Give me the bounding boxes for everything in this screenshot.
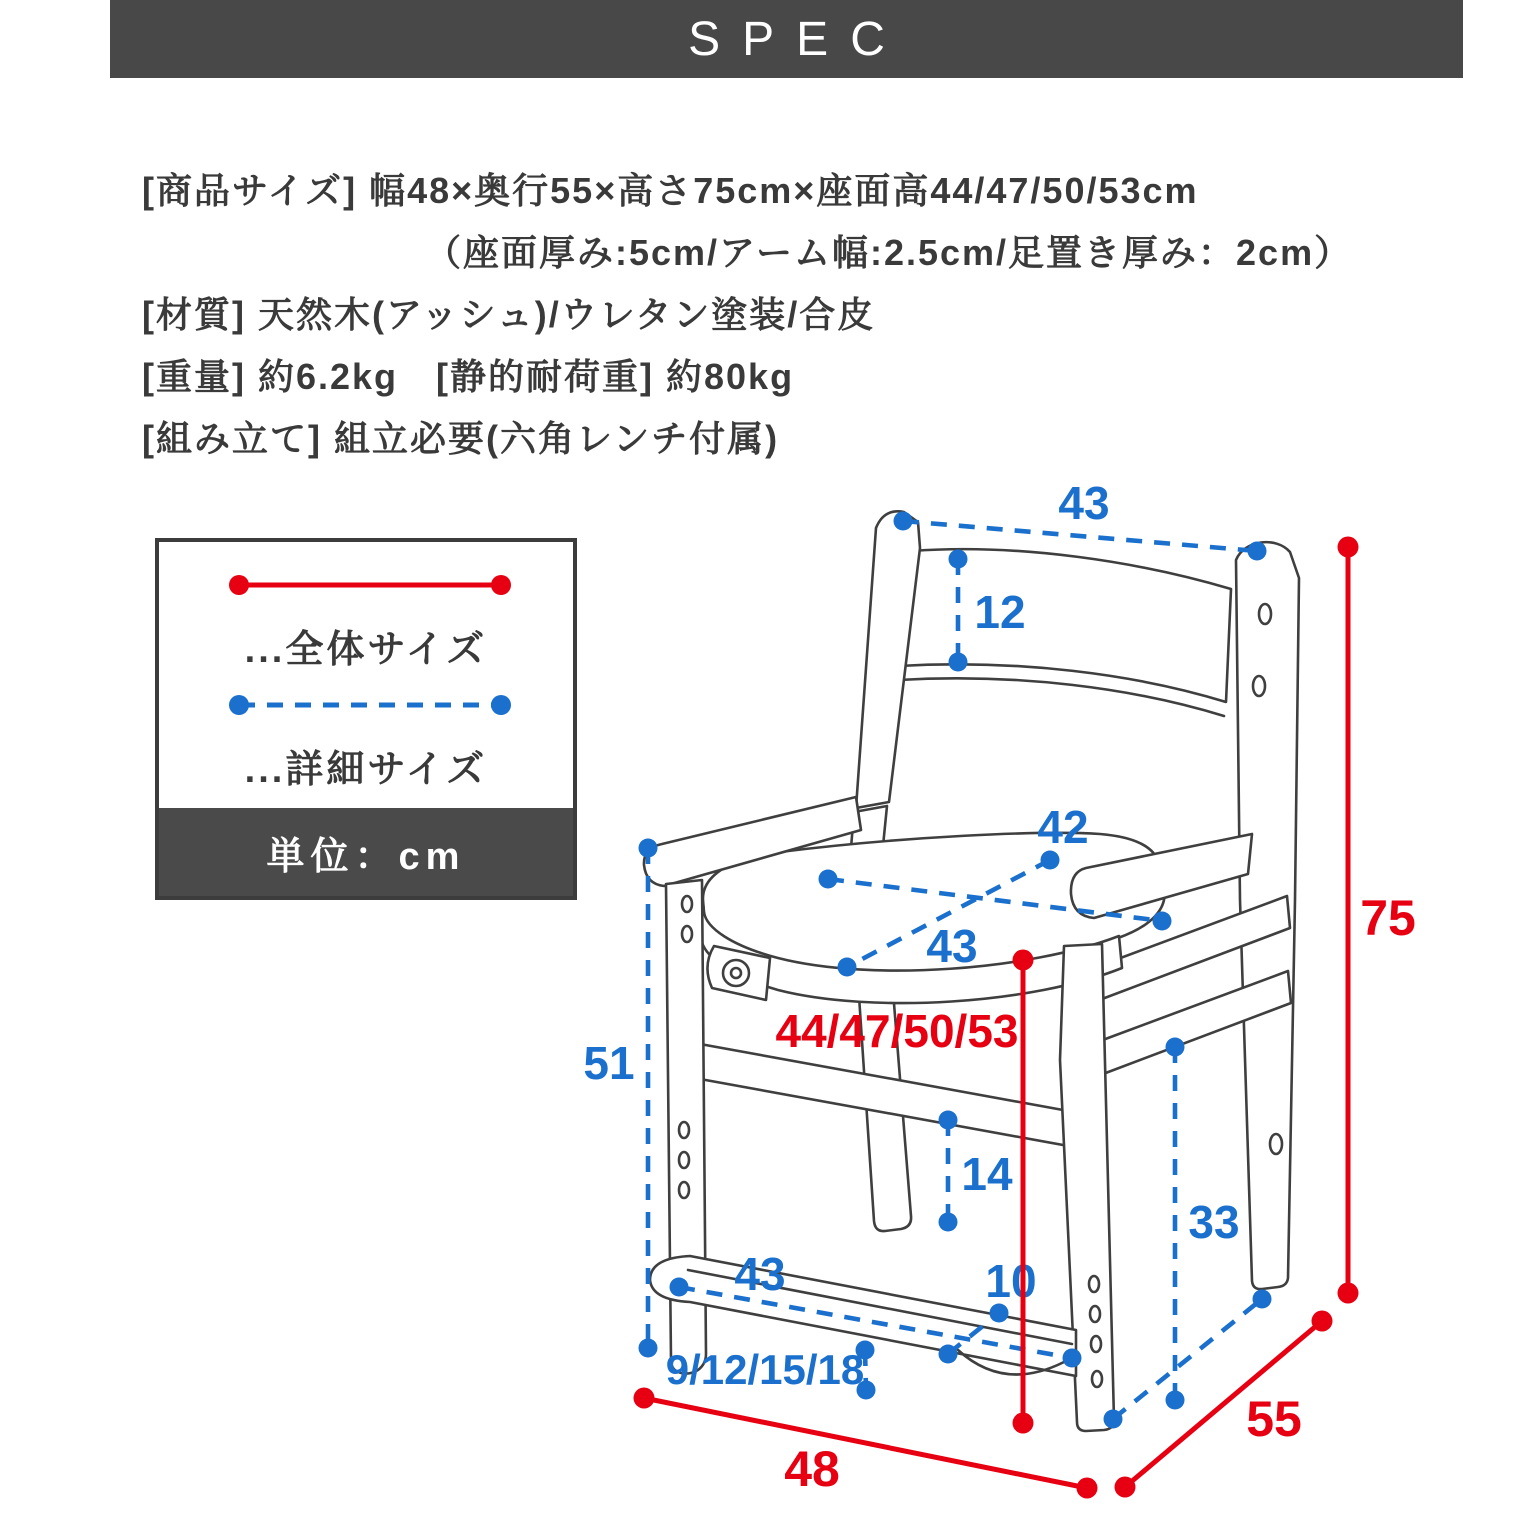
dim-label-overall-depth: 55 (1246, 1391, 1302, 1447)
floor-depth-guide (1113, 1299, 1262, 1419)
dim-label-backrest-height: 12 (974, 586, 1026, 638)
dim-label-overall-width: 48 (784, 1441, 840, 1497)
dim-label-seat-width: 43 (926, 920, 978, 972)
legend-unit-band: 単位：cm (159, 808, 573, 896)
dim-label-overall-height: 75 (1360, 890, 1416, 946)
dim-label-footrest-width: 43 (734, 1248, 786, 1300)
spec-line-assembly: [組み立て] 組立必要(六角レンチ付属) (142, 418, 780, 459)
dimension-footrest-heights (666, 1346, 866, 1393)
spec-line-weight: [重量] 約6.2kg [静的耐荷重] 約80kg (142, 356, 795, 397)
spec-line-material: [材質] 天然木(アッシュ)/ウレタン塗装/合皮 (142, 294, 876, 335)
dim-label-backrest-width: 43 (1058, 477, 1110, 529)
dim-label-footrest-depth: 10 (985, 1255, 1037, 1307)
dim-label-armrest-height: 51 (583, 1037, 635, 1089)
dim-label-footrest-heights: 9/12/15/18 (665, 1346, 865, 1393)
dim-label-side-rail-height: 33 (1188, 1196, 1240, 1248)
legend-overall-label: ...全体サイズ (244, 629, 488, 671)
page-title: SPEC (688, 12, 907, 66)
dimension-side-rail-height (1175, 1047, 1240, 1400)
spec-line-size-detail: （座面厚み:5cm/アーム幅:2.5cm/足置き厚み：2cm） (425, 232, 1353, 273)
dimension-backrest-width (903, 477, 1257, 551)
legend-detail-label: ...詳細サイズ (244, 749, 488, 791)
dim-label-seat-heights: 44/47/50/53 (775, 1005, 1019, 1057)
spec-line-size: [商品サイズ] 幅48×奥行55×高さ75cm×座面高44/47/50/53cm (142, 170, 1199, 211)
dimension-overall-height (1348, 547, 1416, 1293)
dim-label-under-seat-clearance: 14 (961, 1148, 1013, 1200)
dimension-armrest-height (583, 848, 648, 1348)
dim-label-seat-depth: 42 (1037, 801, 1089, 853)
dimension-overall-depth (1125, 1321, 1322, 1487)
